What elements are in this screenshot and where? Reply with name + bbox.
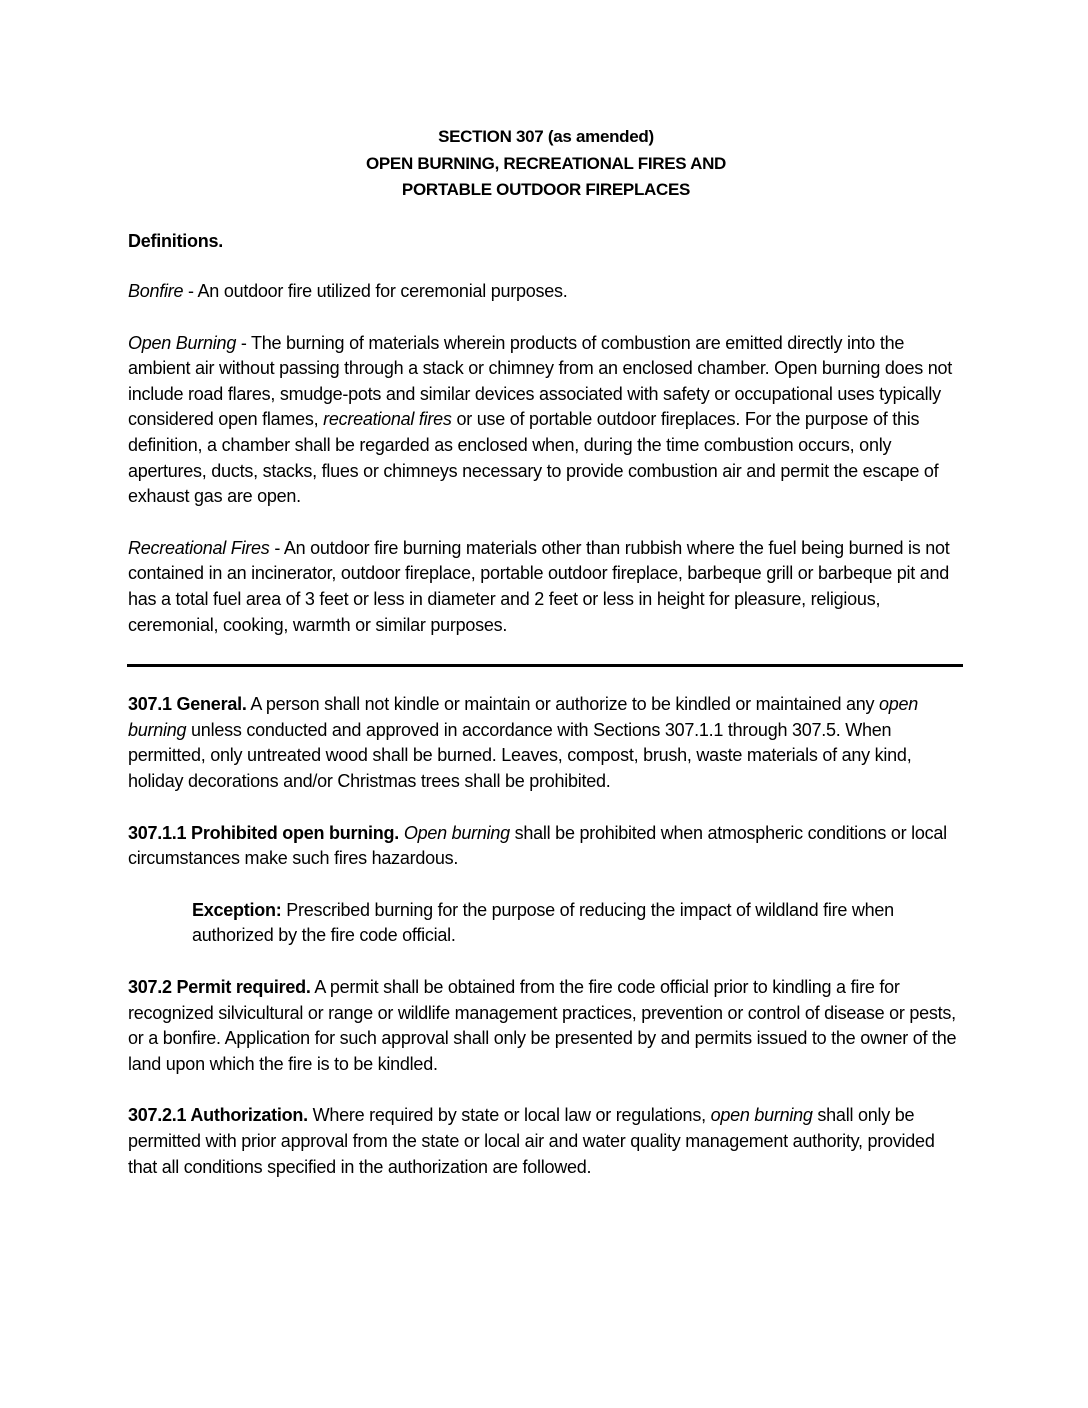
definitions-heading: Definitions. — [128, 230, 223, 251]
document-title — [128, 124, 964, 204]
exception-block — [192, 898, 964, 949]
document-body — [128, 124, 964, 1180]
section-text: Where required by state or local law or regulations, — [307, 1105, 711, 1126]
definition-text: or use of portable outdoor fireplaces. For the purpose of this definition, a chamber shall be regarded as enclosed when, during the time combustion occurs, only apertures, ducts, stacks, flues or chimneys necessary to provide combustion air and permit the escape of exhaust gas are open. — [128, 409, 939, 507]
section-307-1 — [128, 692, 964, 794]
section-307-2-1 — [128, 1103, 964, 1180]
section-heading: 307.2.1 Authorization. — [128, 1105, 308, 1126]
title-line-3: PORTABLE OUTDOOR FIREPLACES — [401, 180, 691, 199]
section-text: shall be prohibited when atmospheric conditions or local circumstances make such fires hazardous. — [128, 822, 947, 869]
exception-text: Prescribed burning for the purpose of reducing the impact of wildland fire when authorized by the fire code official. — [192, 899, 894, 946]
section-heading: 307.2 Permit required. — [128, 976, 311, 997]
section-text: A permit shall be obtained from the fire code official prior to kindling a fire for recognized silvicultural or range or wildlife management practices, prevention or control of disease or pests, or a bonfire. Application for such approval shall only be presented by and permits issued to the owner of the land upon which the fire is to be kindled. — [128, 976, 957, 1074]
horizontal-divider — [127, 664, 963, 667]
section-text: unless conducted and approved in accordance with Sections 307.1.1 through 307.5. When permitted, only untreated wood shall be burned. Leaves, compost, brush, waste materials of any kind, holiday decorations and/or Christmas trees shall be prohibited. — [128, 719, 912, 791]
definition-term: Bonfire — [128, 281, 184, 302]
section-307-2 — [128, 975, 964, 1077]
exception-label: Exception: — [192, 899, 282, 920]
italic-term: open burning — [128, 694, 919, 740]
definition-bonfire — [128, 279, 964, 305]
definition-text: - The burning of materials wherein products of combustion are emitted directly into the ambient air without passing through a stack or chimney from an enclosed chamber. Open burning does not include road flares, smudge-pots and similar devices associated with safety or occupational uses typically considered open flames, — [128, 332, 952, 430]
italic-term: recreational fires — [323, 409, 452, 430]
title-line-2: OPEN BURNING, RECREATIONAL FIRES AND — [365, 153, 727, 173]
definition-term: Open Burning — [128, 332, 237, 353]
section-307-1-1 — [128, 821, 964, 872]
italic-term: open burning — [710, 1105, 813, 1126]
definition-text: - An outdoor fire utilized for ceremonial purposes. — [183, 281, 568, 302]
definition-text: - An outdoor fire burning materials other than rubbish where the fuel being burned is not contained in an incinerator, outdoor fireplace, portable outdoor fireplace, barbeque grill or barbeque pit and has a total fuel area of 3 feet or less in diameter and 2 feet or less in height for pleasure, religious, ceremonial, cooking, warmth or similar purposes. — [128, 537, 950, 635]
definition-term: Recreational Fires — [128, 537, 270, 558]
definition-recreational-fires — [128, 536, 964, 638]
title-line-1: SECTION 307 (as amended) — [438, 127, 654, 146]
section-text: A person shall not kindle or maintain or authorize to be kindled or maintained any — [246, 694, 879, 715]
section-heading: 307.1.1 Prohibited open burning. — [128, 822, 400, 843]
italic-term: Open burning — [403, 822, 510, 843]
section-text: shall only be permitted with prior approval from the state or local air and water quality management authority, provided that all conditions specified in the authorization are followed. — [128, 1105, 935, 1177]
definition-open-burning — [128, 331, 964, 510]
section-heading: 307.1 General. — [128, 694, 247, 715]
